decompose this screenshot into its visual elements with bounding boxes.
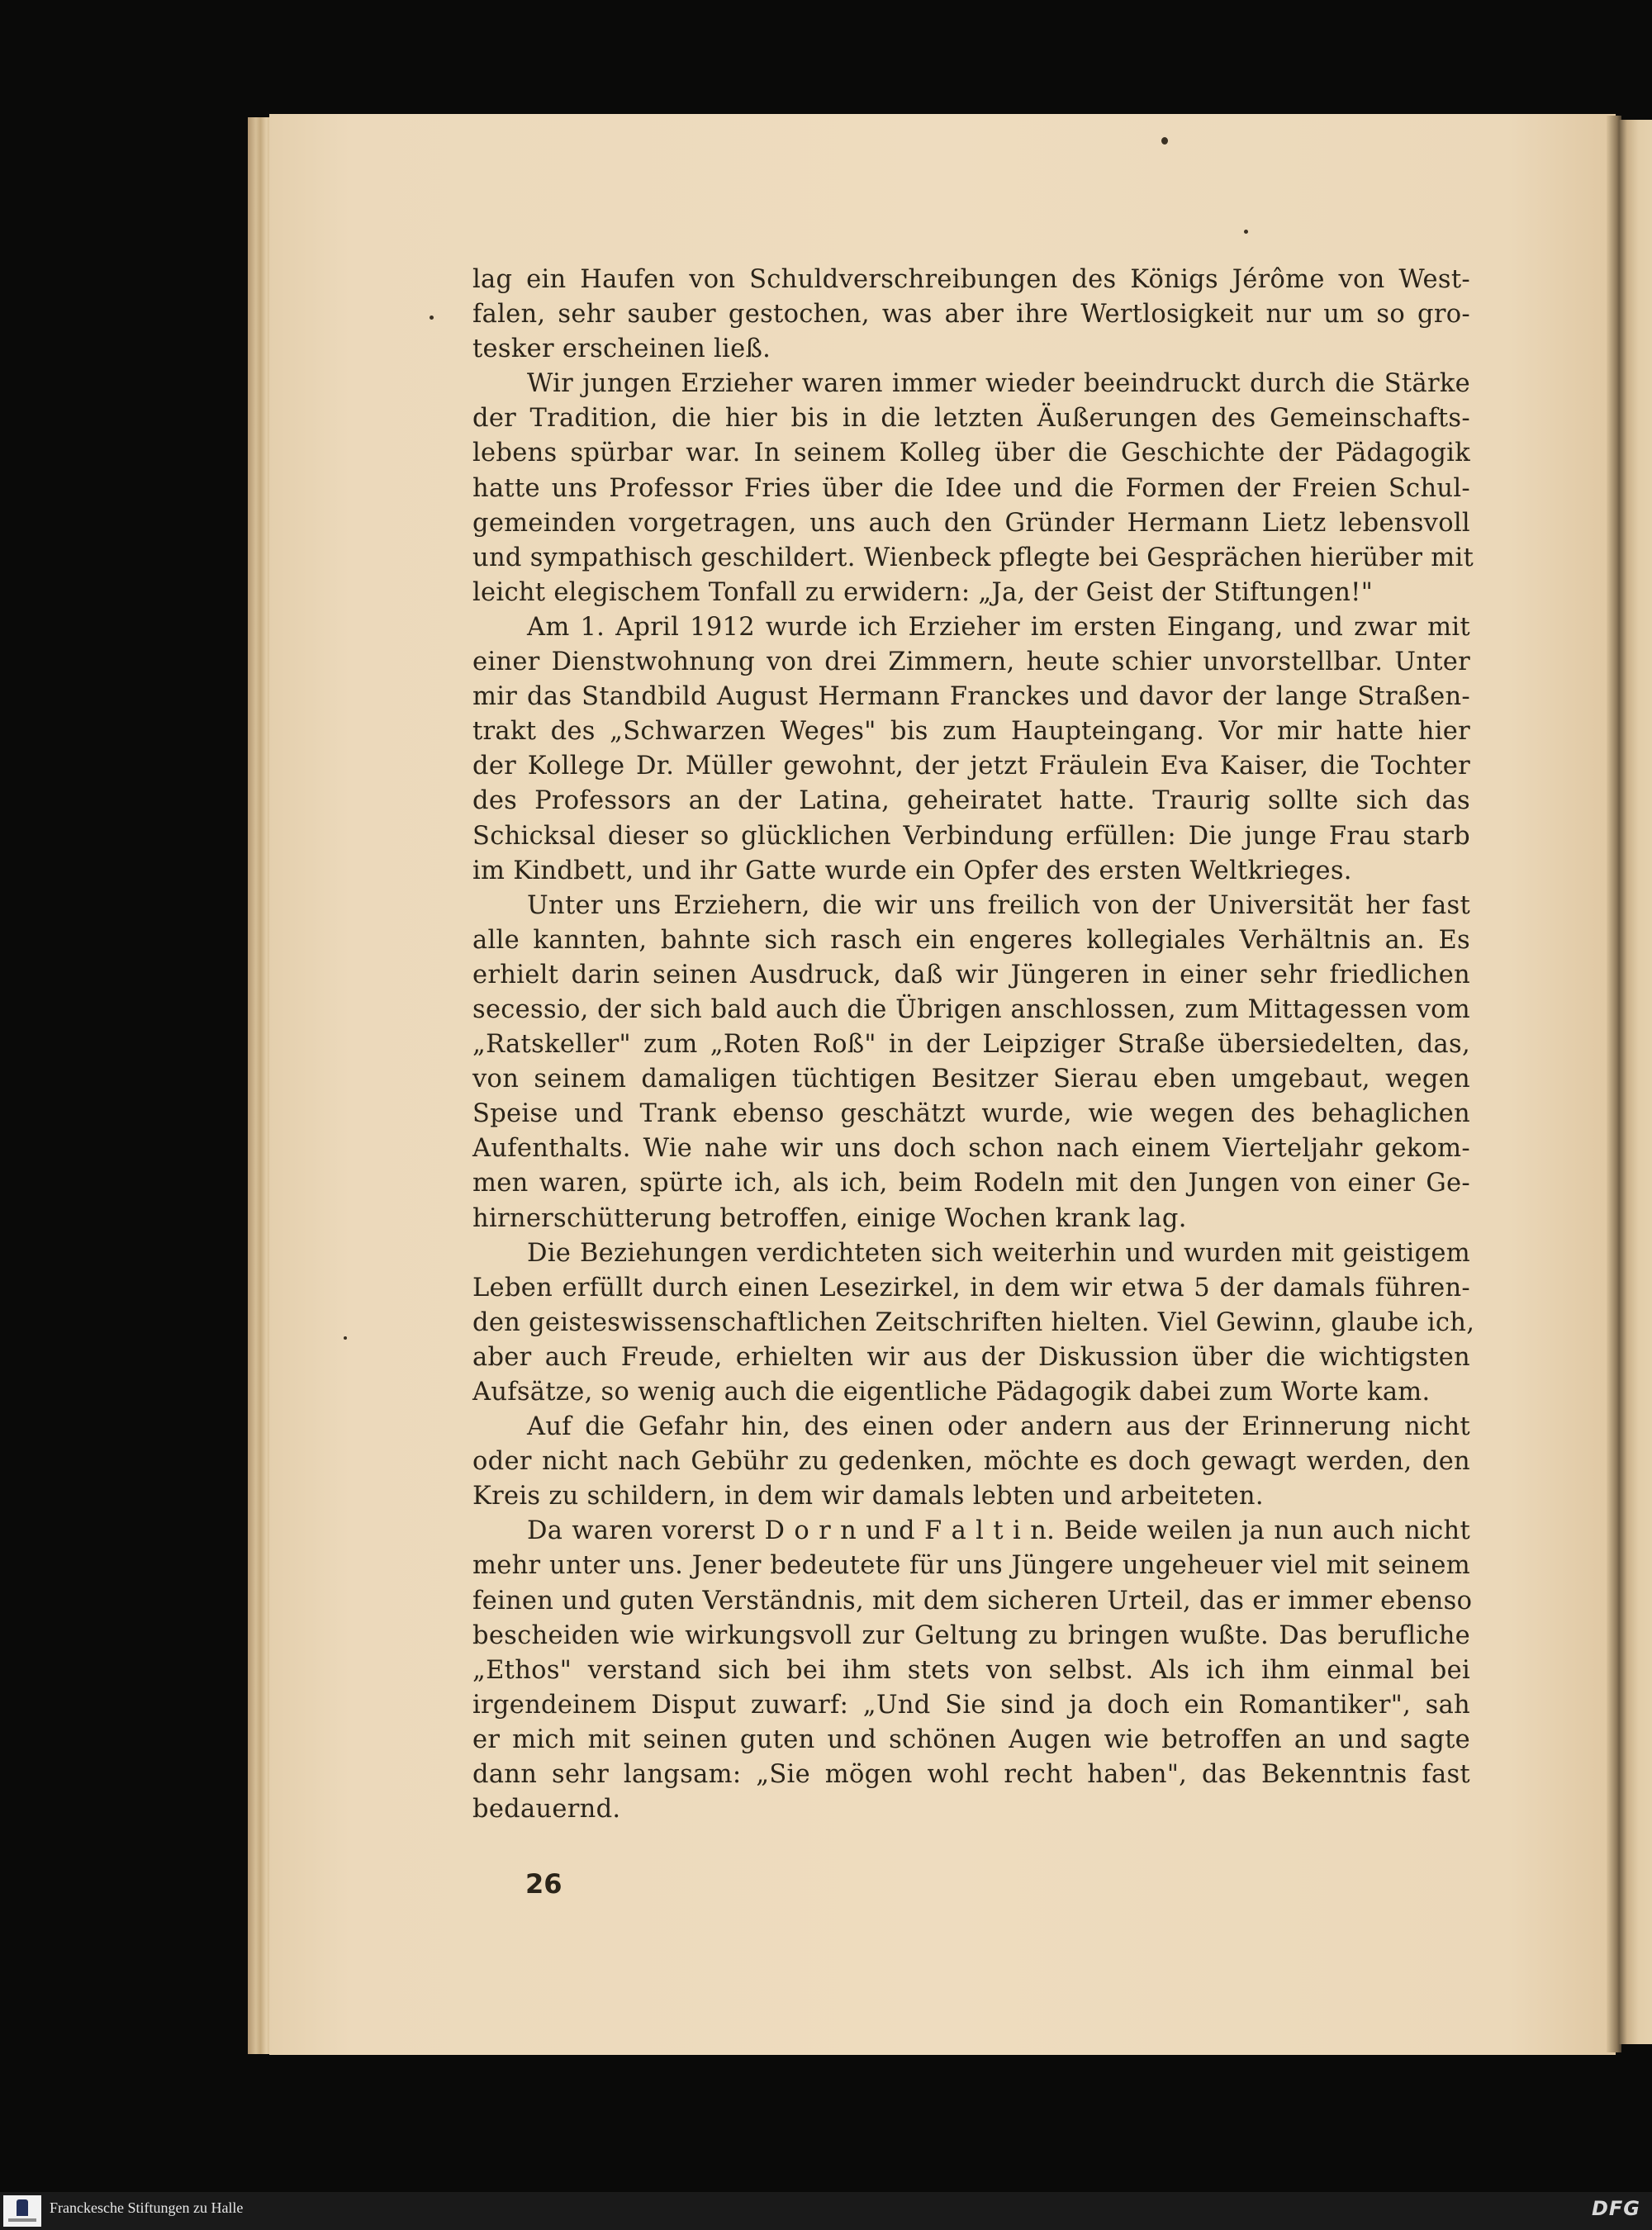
text-line: Schicksal dieser so glücklichen Verbindung erfüllen: Die junge Frau starb (472, 821, 1470, 851)
text-line: bedauernd. (472, 1795, 621, 1824)
text-line: Wir jungen Erzieher waren immer wieder beeindruckt durch die Stärke (527, 369, 1470, 399)
logo-base (8, 2218, 36, 2222)
text-line: aber auch Freude, erhielten wir aus der Diskussion über die wichtigsten (472, 1342, 1470, 1372)
text-line: falen, sehr sauber gestochen, was aber ihre Wertlosigkeit nur um so gro- (472, 300, 1470, 330)
paper-speck (344, 1336, 347, 1340)
text-line: im Kindbett, und ihr Gatte wurde ein Opfer des ersten Weltkrieges. (472, 856, 1352, 885)
paper-speck (1244, 230, 1248, 234)
text-line: der Tradition, die hier bis in die letzten Äußerungen des Gemeinschafts- (472, 404, 1470, 434)
text-line: „Ethos" verstand sich bei ihm stets von selbst. Als ich ihm einmal bei (472, 1655, 1470, 1685)
text-line: der Kollege Dr. Müller gewohnt, der jetzt Fräulein Eva Kaiser, die Tochter (472, 752, 1470, 781)
paper-speck (1161, 137, 1168, 145)
body-text (472, 263, 1475, 1827)
text-line: gemeinden vorgetragen, uns auch den Gründer Hermann Lietz lebensvoll (472, 508, 1470, 538)
text-line: des Professors an der Latina, geheiratet hatte. Traurig sollte sich das (472, 786, 1470, 816)
funder-logo[interactable]: DFG (1591, 2197, 1640, 2220)
text-line: einer Dienstwohnung von drei Zimmern, heute schier unvorstellbar. Unter (472, 648, 1470, 677)
text-line: mir das Standbild August Hermann Franckes und davor der lange Straßen- (472, 682, 1470, 712)
paper-speck (430, 316, 434, 320)
viewer-footer (0, 2192, 1652, 2230)
text-line: Die Beziehungen verdichteten sich weiterhin und wurden mit geistigem (527, 1238, 1470, 1268)
text-line: mehr unter uns. Jener bedeutete für uns Jüngere ungeheuer viel mit seinem (472, 1551, 1470, 1581)
text-line: feinen und guten Verständnis, mit dem sicheren Urteil, das er immer ebenso (472, 1586, 1473, 1616)
text-line: hatte uns Professor Fries über die Idee und die Formen der Freien Schul- (472, 473, 1470, 503)
text-line: lag ein Haufen von Schuldverschreibungen des Königs Jérôme von West- (472, 265, 1470, 294)
text-line: erhielt darin seinen Ausdruck, daß wir Jüngeren in einer sehr friedlichen (472, 960, 1470, 989)
text-line: Aufsätze, so wenig auch die eigentliche Pädagogik dabei zum Worte kam. (472, 1378, 1431, 1407)
text-line: Leben erfüllt durch einen Lesezirkel, in dem wir etwa 5 der damals führen- (472, 1273, 1470, 1302)
institution-link[interactable]: Franckesche Stiftungen zu Halle (50, 2199, 244, 2216)
text-line: dann sehr langsam: „Sie mögen wohl recht haben", das Bekenntnis fast (472, 1760, 1470, 1790)
text-line: leicht elegischem Tonfall zu erwidern: „Ja, der Geist der Stiftungen!" (472, 577, 1374, 607)
page-number: 26 (525, 1868, 563, 1900)
text-line: hirnerschütterung betroffen, einige Wochen krank lag. (472, 1203, 1187, 1233)
text-line: men waren, spürte ich, als ich, beim Rodeln mit den Jungen von einer Ge- (472, 1169, 1470, 1198)
text-line: Unter uns Erziehern, die wir uns freilich von der Universität her fast (527, 890, 1470, 920)
text-line: und sympathisch geschildert. Wienbeck pflegte bei Gesprächen hierüber mit (472, 543, 1474, 572)
text-line: secessio, der sich bald auch die Übrigen anschlossen, zum Mittagessen vom (472, 994, 1470, 1024)
text-line: irgendeinem Disput zuwarf: „Und Sie sind ja doch ein Romantiker", sah (472, 1690, 1470, 1720)
text-line: er mich mit seinen guten und schönen Augen wie betroffen an und sagte (472, 1725, 1470, 1754)
institution-logo-icon[interactable] (3, 2195, 41, 2227)
text-line: Speise und Trank ebenso geschätzt wurde, wie wegen des behaglichen (472, 1099, 1470, 1129)
text-line: tesker erscheinen ließ. (472, 334, 771, 364)
text-line: lebens spürbar war. In seinem Kolleg über die Geschichte der Pädagogik (472, 439, 1470, 468)
text-line: oder nicht nach Gebühr zu gedenken, möchte es doch gewagt werden, den (472, 1447, 1470, 1477)
text-line: Am 1. April 1912 wurde ich Erzieher im ersten Eingang, und zwar mit (527, 612, 1470, 642)
adjacent-page (1619, 120, 1652, 2044)
text-line: Kreis zu schildern, in dem wir damals lebten und arbeiteten. (472, 1482, 1264, 1511)
text-line: trakt des „Schwarzen Weges" bis zum Haupteingang. Vor mir hatte hier (472, 717, 1470, 747)
text-line: Aufenthalts. Wie nahe wir uns doch schon nach einem Vierteljahr gekom- (472, 1134, 1470, 1164)
text-line: bescheiden wie wirkungsvoll zur Geltung zu bringen wußte. Das berufliche (472, 1620, 1470, 1650)
logo-figure (17, 2199, 28, 2216)
text-line: Da waren vorerst D o r n und F a l t i n. Beide weilen ja nun auch nicht (527, 1516, 1470, 1546)
text-line: Auf die Gefahr hin, des einen oder andern aus der Erinnerung nicht (527, 1412, 1470, 1442)
text-line: „Ratskeller" zum „Roten Roß" in der Leipziger Straße übersiedelten, das, (472, 1030, 1470, 1060)
text-line: den geisteswissenschaftlichen Zeitschriften hielten. Viel Gewinn, glaube ich, (472, 1307, 1475, 1337)
text-line: von seinem damaligen tüchtigen Besitzer Sierau eben umgebaut, wegen (472, 1065, 1470, 1094)
book-edge (248, 117, 271, 2054)
text-line: alle kannten, bahnte sich rasch ein engeres kollegiales Verhältnis an. Es (472, 925, 1470, 955)
